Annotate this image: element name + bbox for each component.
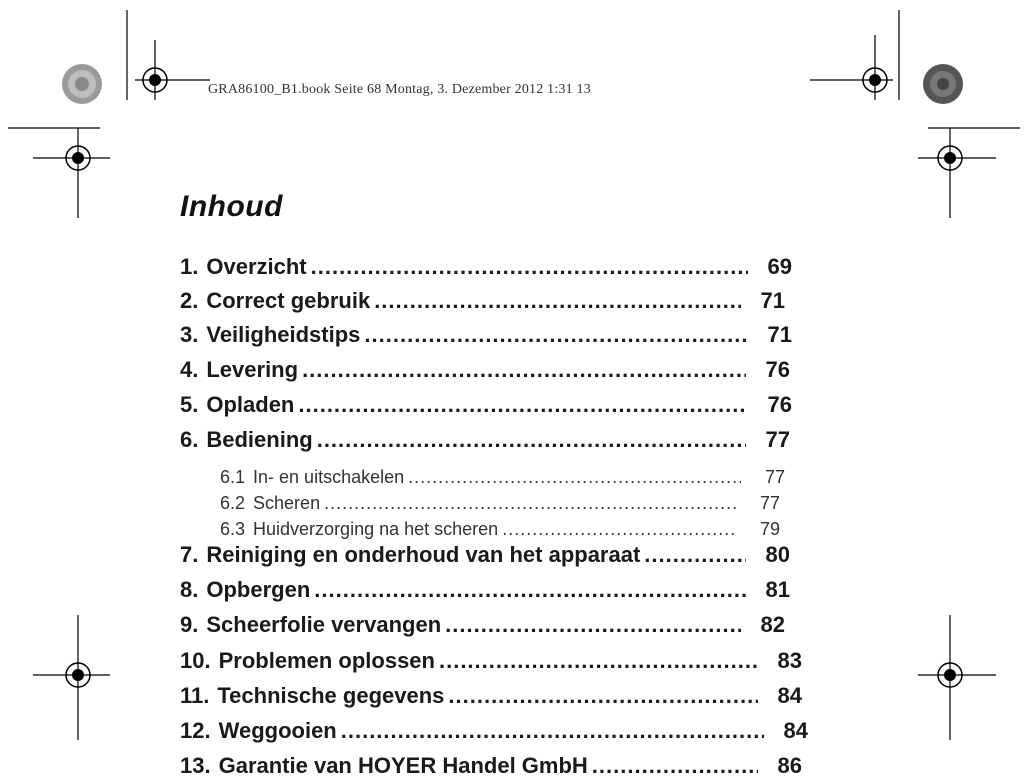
toc-leader-dots: [448, 683, 758, 709]
toc-leader-dots: [374, 288, 741, 314]
toc-entry-number: 7.: [180, 542, 199, 567]
toc-leader-dots: [592, 753, 758, 779]
toc-entry-number: 2.: [180, 288, 199, 313]
toc-entry-page: 80: [765, 542, 790, 567]
toc-entry-number: 11.: [180, 683, 210, 708]
toc-entry-page: 84: [777, 683, 802, 708]
toc-entry[interactable]: [180, 250, 792, 280]
toc-entry-number: 6.2: [220, 493, 246, 513]
toc-entry[interactable]: [180, 644, 802, 674]
registration-mark-icon: [33, 128, 110, 218]
registration-mark-icon: [33, 615, 110, 740]
toc-entry[interactable]: [180, 388, 792, 418]
toc-entry[interactable]: [180, 714, 808, 744]
toc-entry-number: 1.: [180, 254, 199, 279]
toc-entry-page: 76: [765, 357, 790, 382]
toc-entry-label: Reiniging en onderhoud van het apparaat: [206, 542, 641, 567]
toc-entry-label: Levering: [206, 357, 299, 382]
toc-entry-number: 3.: [180, 322, 199, 347]
toc-entry-label: Weggooien: [218, 718, 337, 743]
toc-entry-label: Scheren: [253, 493, 321, 513]
toc-entry-label: Bediening: [206, 427, 313, 452]
toc-leader-dots: [314, 577, 746, 603]
toc-entry-label: Garantie van HOYER Handel GmbH: [218, 753, 588, 778]
toc-entry[interactable]: [180, 573, 790, 603]
toc-leader-dots: [502, 519, 736, 540]
toc-entry-page: 76: [767, 392, 792, 417]
toc-leader-dots: [364, 322, 748, 348]
toc-entry-page: 81: [765, 577, 790, 602]
toc-entry-page: 86: [777, 753, 802, 778]
registration-mark-icon: [918, 128, 996, 218]
color-wheel-icon: [923, 64, 963, 104]
toc-entry-page: 77: [765, 427, 790, 452]
toc-entry-label: Overzicht: [206, 254, 307, 279]
toc-entry-label: Veiligheidstips: [206, 322, 361, 347]
toc-entry-number: 9.: [180, 612, 199, 637]
toc-entry-number: 6.3: [220, 519, 246, 539]
toc-entry[interactable]: [180, 749, 802, 779]
toc-entry[interactable]: [180, 423, 790, 453]
toc-entry-label: Scheerfolie vervangen: [206, 612, 442, 637]
toc-entry-number: 13.: [180, 753, 211, 778]
toc-entry[interactable]: [180, 538, 790, 568]
toc-leader-dots: [445, 612, 741, 638]
toc-entry[interactable]: [220, 510, 780, 540]
toc-entry-page: 69: [767, 254, 792, 279]
toc-entry-page: 71: [760, 288, 785, 313]
toc-leader-dots: [644, 542, 746, 568]
toc-entry-label: Opladen: [206, 392, 295, 417]
toc-entry-number: 6.: [180, 427, 199, 452]
toc-entry-page: 84: [783, 718, 808, 743]
toc-entry-page: 77: [759, 493, 780, 513]
toc-entry-page: 71: [767, 322, 792, 347]
toc-entry[interactable]: [180, 608, 785, 638]
toc-entry[interactable]: [180, 284, 785, 314]
toc-entry-number: 5.: [180, 392, 199, 417]
toc-entry-number: 10.: [180, 648, 211, 673]
toc-entry-number: 8.: [180, 577, 199, 602]
registration-mark-icon: [135, 40, 210, 100]
toc-entry-page: 83: [777, 648, 802, 673]
toc-leader-dots: [311, 254, 748, 280]
toc-entry[interactable]: [180, 353, 790, 383]
toc-entry-label: Huidverzorging na het scheren: [253, 519, 499, 539]
toc-entry-label: Problemen oplossen: [218, 648, 435, 673]
toc-entry-label: Opbergen: [206, 577, 311, 602]
toc-entry-number: 6.1: [220, 467, 246, 487]
toc-leader-dots: [439, 648, 758, 674]
toc-leader-dots: [317, 427, 746, 453]
registration-mark-icon: [918, 615, 996, 740]
toc-leader-dots: [298, 392, 748, 418]
toc-leader-dots: [302, 357, 746, 383]
print-info-line: GRA86100_B1.book Seite 68 Montag, 3. Dezember 2012 1:31 13: [208, 82, 591, 97]
toc-entry[interactable]: [180, 318, 792, 348]
registration-mark-icon: [810, 35, 893, 100]
toc-entry-label: Technische gegevens: [217, 683, 445, 708]
toc-entry-number: 4.: [180, 357, 199, 382]
page-title: Inhoud: [180, 190, 283, 223]
toc-entry-page: 82: [760, 612, 785, 637]
toc-entry[interactable]: [180, 679, 802, 709]
toc-entry-label: In- en uitschakelen: [253, 467, 405, 487]
toc-entry-page: 77: [764, 467, 785, 487]
toc-entry-number: 12.: [180, 718, 211, 743]
color-wheel-icon: [62, 64, 102, 104]
toc-entry-page: 79: [759, 519, 780, 539]
toc-entry-label: Correct gebruik: [206, 288, 371, 313]
toc-leader-dots: [341, 718, 764, 744]
